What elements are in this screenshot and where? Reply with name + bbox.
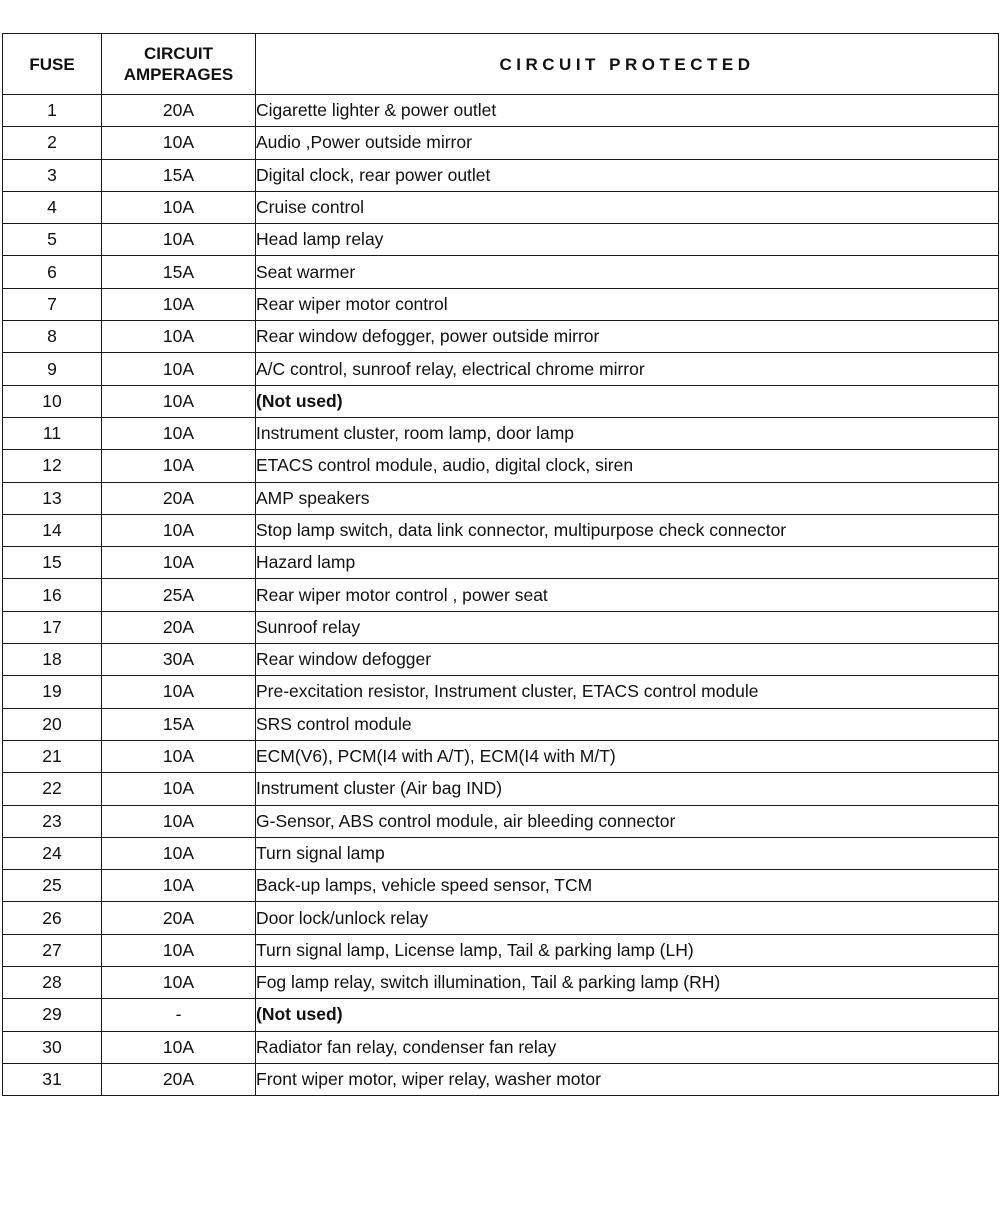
fuse-number-cell: 28 [3, 967, 102, 999]
fuse-number-cell: 8 [3, 321, 102, 353]
circuit-protected-cell: (Not used) [256, 999, 999, 1031]
table-row [3, 353, 999, 385]
fuse-number-cell: 31 [3, 1063, 102, 1095]
amperage-cell: 25A [102, 579, 256, 611]
fuse-number-cell: 4 [3, 191, 102, 223]
table-row [3, 967, 999, 999]
fuse-number-cell: 17 [3, 611, 102, 643]
amperage-cell: 10A [102, 514, 256, 546]
amperage-cell: 20A [102, 902, 256, 934]
table-row [3, 579, 999, 611]
amperage-cell: 10A [102, 773, 256, 805]
amperage-cell: 10A [102, 934, 256, 966]
amperage-cell: 10A [102, 385, 256, 417]
fuse-number-cell: 18 [3, 644, 102, 676]
header-fuse: FUSE [3, 34, 102, 95]
amperage-cell: 10A [102, 450, 256, 482]
table-header [3, 34, 999, 95]
amperage-cell: 10A [102, 805, 256, 837]
fuse-number-cell: 23 [3, 805, 102, 837]
table-row [3, 902, 999, 934]
table-row [3, 805, 999, 837]
amperage-cell: - [102, 999, 256, 1031]
circuit-protected-cell: Audio ,Power outside mirror [256, 127, 999, 159]
fuse-table [2, 33, 999, 1096]
fuse-number-cell: 5 [3, 224, 102, 256]
header-row [3, 34, 999, 95]
fuse-number-cell: 9 [3, 353, 102, 385]
amperage-cell: 10A [102, 547, 256, 579]
circuit-protected-cell: Head lamp relay [256, 224, 999, 256]
fuse-number-cell: 13 [3, 482, 102, 514]
table-row [3, 676, 999, 708]
circuit-protected-cell: AMP speakers [256, 482, 999, 514]
table-row [3, 934, 999, 966]
amperage-cell: 10A [102, 224, 256, 256]
fuse-number-cell: 25 [3, 870, 102, 902]
circuit-protected-cell: Sunroof relay [256, 611, 999, 643]
circuit-protected-cell: Rear window defogger [256, 644, 999, 676]
circuit-protected-cell: Turn signal lamp, License lamp, Tail & parking lamp (LH) [256, 934, 999, 966]
table-body [3, 95, 999, 1096]
amperage-cell: 10A [102, 191, 256, 223]
circuit-protected-cell: Seat warmer [256, 256, 999, 288]
circuit-protected-cell: G-Sensor, ABS control module, air bleeding connector [256, 805, 999, 837]
amperage-cell: 30A [102, 644, 256, 676]
fuse-number-cell: 20 [3, 708, 102, 740]
amperage-cell: 10A [102, 288, 256, 320]
fuse-number-cell: 14 [3, 514, 102, 546]
header-circuit-protected: CIRCUIT PROTECTED [256, 34, 999, 95]
amperage-cell: 20A [102, 95, 256, 127]
circuit-protected-cell: Cigarette lighter & power outlet [256, 95, 999, 127]
circuit-protected-cell: ETACS control module, audio, digital clock, siren [256, 450, 999, 482]
circuit-protected-cell: A/C control, sunroof relay, electrical chrome mirror [256, 353, 999, 385]
table-row [3, 450, 999, 482]
fuse-number-cell: 3 [3, 159, 102, 191]
fuse-number-cell: 30 [3, 1031, 102, 1063]
header-amperages-line2: AMPERAGES [123, 65, 234, 84]
amperage-cell: 10A [102, 353, 256, 385]
fuse-number-cell: 11 [3, 417, 102, 449]
fuse-number-cell: 29 [3, 999, 102, 1031]
circuit-protected-cell: Back-up lamps, vehicle speed sensor, TCM [256, 870, 999, 902]
header-amperages-line1: CIRCUIT [144, 44, 213, 63]
table-row [3, 547, 999, 579]
amperage-cell: 10A [102, 321, 256, 353]
circuit-protected-cell: Cruise control [256, 191, 999, 223]
circuit-protected-cell: Pre-excitation resistor, Instrument cluster, ETACS control module [256, 676, 999, 708]
table-row [3, 870, 999, 902]
fuse-number-cell: 16 [3, 579, 102, 611]
amperage-cell: 10A [102, 740, 256, 772]
amperage-cell: 10A [102, 417, 256, 449]
circuit-protected-cell: ECM(V6), PCM(I4 with A/T), ECM(I4 with M/T) [256, 740, 999, 772]
table-row [3, 644, 999, 676]
table-row [3, 95, 999, 127]
table-row [3, 159, 999, 191]
amperage-cell: 10A [102, 1031, 256, 1063]
circuit-protected-cell: Rear wiper motor control , power seat [256, 579, 999, 611]
fuse-number-cell: 6 [3, 256, 102, 288]
fuse-number-cell: 2 [3, 127, 102, 159]
table-row [3, 127, 999, 159]
table-row [3, 224, 999, 256]
circuit-protected-cell: Fog lamp relay, switch illumination, Tail & parking lamp (RH) [256, 967, 999, 999]
table-row [3, 385, 999, 417]
amperage-cell: 10A [102, 837, 256, 869]
table-row [3, 288, 999, 320]
circuit-protected-cell: (Not used) [256, 385, 999, 417]
fuse-number-cell: 22 [3, 773, 102, 805]
table-row [3, 999, 999, 1031]
table-row [3, 321, 999, 353]
amperage-cell: 20A [102, 482, 256, 514]
circuit-protected-cell: Digital clock, rear power outlet [256, 159, 999, 191]
header-amperages [102, 34, 256, 95]
circuit-protected-cell: Rear window defogger, power outside mirror [256, 321, 999, 353]
circuit-protected-cell: Hazard lamp [256, 547, 999, 579]
amperage-cell: 10A [102, 967, 256, 999]
circuit-protected-cell: Instrument cluster, room lamp, door lamp [256, 417, 999, 449]
amperage-cell: 20A [102, 1063, 256, 1095]
circuit-protected-cell: Front wiper motor, wiper relay, washer motor [256, 1063, 999, 1095]
table-row [3, 1063, 999, 1095]
circuit-protected-cell: Door lock/unlock relay [256, 902, 999, 934]
table-row [3, 740, 999, 772]
table-row [3, 191, 999, 223]
table-row [3, 708, 999, 740]
circuit-protected-cell: Radiator fan relay, condenser fan relay [256, 1031, 999, 1063]
fuse-number-cell: 19 [3, 676, 102, 708]
circuit-protected-cell: SRS control module [256, 708, 999, 740]
circuit-protected-cell: Turn signal lamp [256, 837, 999, 869]
fuse-number-cell: 1 [3, 95, 102, 127]
amperage-cell: 10A [102, 127, 256, 159]
amperage-cell: 15A [102, 708, 256, 740]
table-row [3, 417, 999, 449]
circuit-protected-cell: Rear wiper motor control [256, 288, 999, 320]
amperage-cell: 20A [102, 611, 256, 643]
amperage-cell: 10A [102, 676, 256, 708]
fuse-number-cell: 21 [3, 740, 102, 772]
circuit-protected-cell: Instrument cluster (Air bag IND) [256, 773, 999, 805]
fuse-number-cell: 10 [3, 385, 102, 417]
table-row [3, 611, 999, 643]
circuit-protected-cell: Stop lamp switch, data link connector, multipurpose check connector [256, 514, 999, 546]
fuse-number-cell: 26 [3, 902, 102, 934]
amperage-cell: 15A [102, 159, 256, 191]
fuse-number-cell: 24 [3, 837, 102, 869]
table-row [3, 256, 999, 288]
amperage-cell: 10A [102, 870, 256, 902]
fuse-number-cell: 12 [3, 450, 102, 482]
table-row [3, 1031, 999, 1063]
fuse-number-cell: 27 [3, 934, 102, 966]
table-row [3, 482, 999, 514]
table-row [3, 773, 999, 805]
fuse-number-cell: 15 [3, 547, 102, 579]
table-row [3, 514, 999, 546]
fuse-number-cell: 7 [3, 288, 102, 320]
table-row [3, 837, 999, 869]
amperage-cell: 15A [102, 256, 256, 288]
